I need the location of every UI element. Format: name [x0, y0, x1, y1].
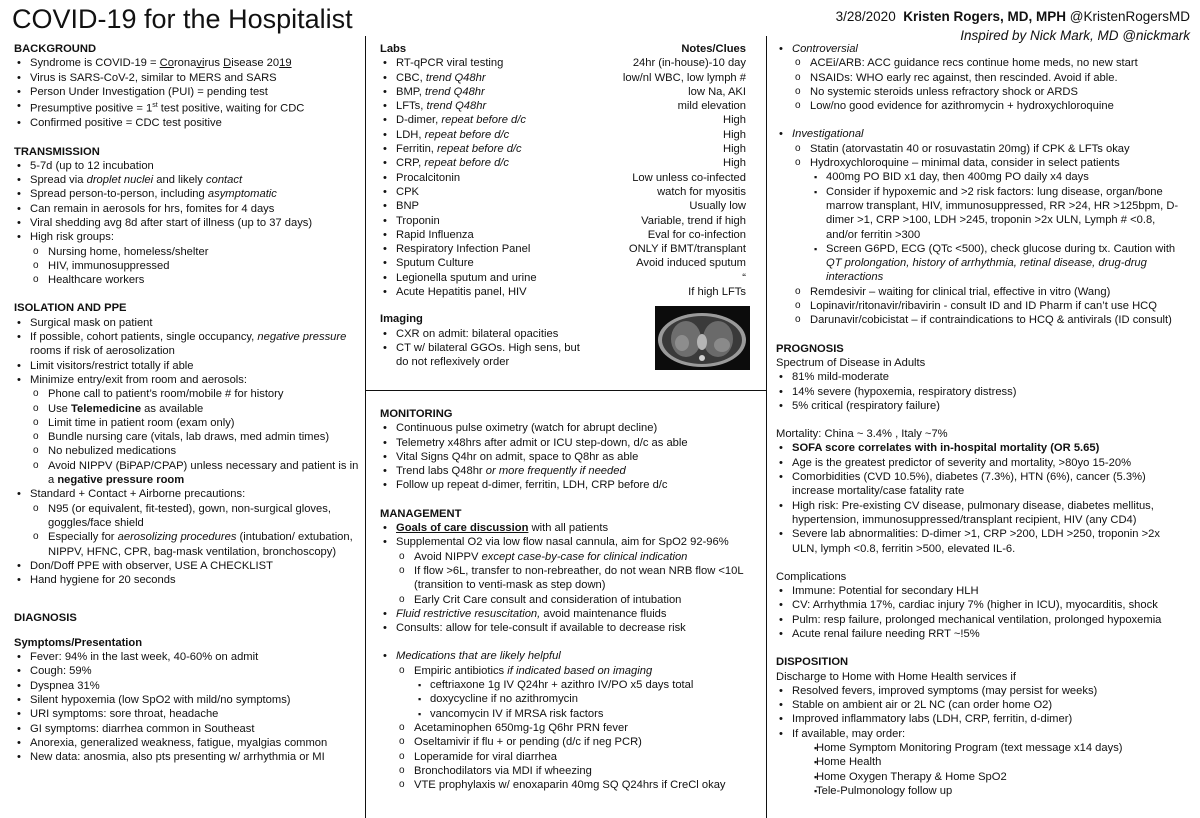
lab-row: • BMP, trend Q48hr low Na, AKI	[380, 85, 746, 99]
sub-item: o Darunavir/cobicistat – if contraindications to HCQ & antivirals (ID consult)	[776, 313, 1188, 327]
list-item: • Surgical mask on patient	[14, 316, 359, 330]
list-item: • Confirmed positive = CDC test positive	[14, 116, 359, 130]
list-item: • Consults: allow for tele-consult if available to decrease risk	[380, 621, 760, 635]
list-item: • If available, may order:	[776, 727, 1188, 741]
disposition-heading: DISPOSITION	[776, 656, 849, 669]
sub-item: o NSAIDs: WHO early rec against, then rescinded. Avoid if able.	[776, 71, 1188, 85]
list-item: • 81% mild-moderate	[776, 370, 1188, 384]
labs-heading: Labs	[380, 43, 407, 55]
list-item: • Resolved fevers, improved symptoms (may persist for weeks)	[776, 684, 1188, 698]
sub-item: o N95 (or equivalent, fit-tested), gown, non-surgical gloves, goggles/face shield	[14, 502, 359, 531]
column-left	[14, 42, 359, 764]
lab-row: • Respiratory Infection Panel ONLY if BMT/transplant	[380, 242, 746, 256]
list-item: • 5% critical (respiratory failure)	[776, 399, 1188, 413]
sub-item: o Lopinavir/ritonavir/ribavirin - consult ID and ID Pharm if can’t use HCQ	[776, 299, 1188, 313]
middle-divider	[366, 390, 766, 391]
sub-item: o Nursing home, homeless/shelter	[14, 245, 359, 259]
imaging-heading: Imaging	[380, 313, 423, 326]
sub-item: o Statin (atorvastatin 40 or rosuvastatin 20mg) if CPK & LFTs okay	[776, 142, 1188, 156]
management-heading: MANAGEMENT	[380, 507, 462, 520]
sub-item: o Bundle nursing care (vitals, lab draws, med admin times)	[14, 430, 359, 444]
list-item: • Follow up repeat d-dimer, ferritin, LDH, CRP before d/c	[380, 478, 760, 492]
lab-row: • RT-qPCR viral testing 24hr (in-house)-10 day	[380, 56, 746, 70]
sub-sub-item: ▪ doxycycline if no azithromycin	[380, 692, 760, 706]
list-item: • Dyspnea 31%	[14, 679, 359, 693]
list-item: • Fluid restrictive resuscitation, avoid maintenance fluids	[380, 607, 760, 621]
list-item: • Medications that are likely helpful	[380, 649, 760, 663]
list-item: • If possible, cohort patients, single occupancy, negative pressure rooms if risk of aerosolization	[14, 330, 359, 359]
page-title: COVID-19 for the Hospitalist	[12, 4, 353, 34]
list-item: • Anorexia, generalized weakness, fatigue, myalgias common	[14, 736, 359, 750]
sub-item: o Use Telemedicine as available	[14, 402, 359, 416]
list-item: • Supplemental O2 via low flow nasal cannula, aim for SpO2 92-96%	[380, 535, 760, 549]
list-item: • Syndrome is COVID-19 = Coronavirus Disease 2019	[14, 56, 359, 70]
lab-row: • Acute Hepatitis panel, HIV If high LFTs	[380, 285, 746, 299]
list-item: • Acute renal failure needing RRT ~!5%	[776, 627, 1188, 641]
list-item: • Limit visitors/restrict totally if able	[14, 359, 359, 373]
lab-row: • CPK watch for myositis	[380, 185, 746, 199]
lab-row: • Procalcitonin Low unless co-infected	[380, 171, 746, 185]
list-item: • Comorbidities (CVD 10.5%), diabetes (7.3%), HTN (6%), cancer (5.3%) increase mortality/case fatality rate	[776, 470, 1188, 499]
list-item: • Spread person-to-person, including asymptomatic	[14, 187, 359, 201]
notes-heading: Notes/Clues	[681, 43, 746, 55]
sub-item: o Oseltamivir if flu + or pending (d/c if neg PCR)	[380, 735, 760, 749]
sub-item: o Healthcare workers	[14, 273, 359, 287]
monitoring-heading: MONITORING	[380, 408, 453, 420]
sub-item: o Phone call to patient’s room/mobile # for history	[14, 387, 359, 401]
isolation-heading: ISOLATION AND PPE	[14, 302, 127, 315]
sub-item: o No systemic steroids unless refractory shock or ARDS	[776, 85, 1188, 99]
list-item: • Spread via droplet nuclei and likely contact	[14, 173, 359, 187]
column-divider-1	[365, 36, 366, 818]
list-item: • Controversial	[776, 42, 1188, 56]
sub-item: o Acetaminophen 650mg-1g Q6hr PRN fever	[380, 721, 760, 735]
complications-label: Complications	[776, 570, 847, 583]
list-item: • Standard + Contact + Airborne precautions:	[14, 487, 359, 501]
list-item: • Improved inflammatory labs (LDH, CRP, ferritin, d-dimer)	[776, 712, 1188, 726]
sub-item: o ACEi/ARB: ACC guidance recs continue home meds, no new start	[776, 56, 1188, 70]
sub-item: o HIV, immunosuppressed	[14, 259, 359, 273]
list-item: • CV: Arrhythmia 17%, cardiac injury 7% (higher in ICU), myocarditis, shock	[776, 598, 1188, 612]
list-item: • Cough: 59%	[14, 664, 359, 678]
sub-sub-item: ▪ ceftriaxone 1g IV Q24hr + azithro IV/PO x5 days total	[380, 678, 760, 692]
spectrum-label: Spectrum of Disease in Adults	[776, 356, 926, 369]
list-item: • Virus is SARS-CoV-2, similar to MERS and SARS	[14, 71, 359, 85]
transmission-heading: TRANSMISSION	[14, 145, 100, 158]
sub-item: o Especially for aerosolizing procedures (intubation/ extubation, NIPPV, HFNC, CPR, bag-mask ventilation, bronchoscopy)	[14, 530, 359, 559]
sub-item: o Avoid NIPPV (BiPAP/CPAP) unless necessary and patient is in a negative pressure room	[14, 459, 359, 488]
author-name: Kristen Rogers, MD, MPH	[903, 9, 1066, 24]
list-item: • Severe lab abnormalities: D-dimer >1, CRP >200, LDH >250, troponin >2x ULN, lymph <0.8, ferritin >500, elevated IL-6.	[776, 527, 1188, 556]
lab-row: • Legionella sputum and urine “	[380, 271, 746, 285]
author-line	[836, 8, 1190, 26]
list-item: • Minimize entry/exit from room and aerosols:	[14, 373, 359, 387]
list-item: • CT w/ bilateral GGOs. High sens, but do not reflexively order	[380, 341, 595, 370]
sub-item: o VTE prophylaxis w/ enoxaparin 40mg SQ Q24hrs if CreCl okay	[380, 778, 760, 792]
list-item: • SOFA score correlates with in-hospital mortality (OR 5.65)	[776, 441, 1188, 455]
sub-sub-item: ▪ Screen G6PD, ECG (QTc <500), check glucose during tx. Caution with QT prolongation, history of arrhythmia, retinal disease, drug-drug interactions	[776, 242, 1188, 285]
list-item: • Continuous pulse oximetry (watch for abrupt decline)	[380, 421, 760, 435]
list-item: • Can remain in aerosols for hrs, fomites for 4 days	[14, 202, 359, 216]
list-item: • Viral shedding avg 8d after start of illness (up to 37 days)	[14, 216, 359, 230]
list-item: • New data: anosmia, also pts presenting w/ arrhythmia or MI	[14, 750, 359, 764]
sub-sub-item: ▪ Tele-Pulmonology follow up	[776, 784, 1188, 798]
lab-row: • BNP Usually low	[380, 199, 746, 213]
list-item: • GI symptoms: diarrhea common in Southeast	[14, 722, 359, 736]
sub-sub-item: ▪ Home Oxygen Therapy & Home SpO2	[776, 770, 1188, 784]
diagnosis-heading: DIAGNOSIS	[14, 612, 77, 625]
sub-item: o Remdesivir – waiting for clinical trial, effective in vitro (Wang)	[776, 285, 1188, 299]
column-right	[776, 42, 1188, 798]
lab-row: • Rapid Influenza Eval for co-infection	[380, 228, 746, 242]
list-item: • URI symptoms: sore throat, headache	[14, 707, 359, 721]
list-item: • Trend labs Q48hr or more frequently if needed	[380, 464, 760, 478]
sub-item: o Loperamide for viral diarrhea	[380, 750, 760, 764]
list-item: • High risk groups:	[14, 230, 359, 244]
sub-sub-item: ▪ Home Symptom Monitoring Program (text message x14 days)	[776, 741, 1188, 755]
mortality-label: Mortality: China ~ 3.4% , Italy ~7%	[776, 428, 948, 441]
list-item: • Goals of care discussion with all patients	[380, 521, 760, 535]
sub-item: o Bronchodilators via MDI if wheezing	[380, 764, 760, 778]
list-item: • High risk: Pre-existing CV disease, pulmonary disease, diabetes mellitus, hypertension, immunosuppressed/transplant recipient, HIV (any CD4)	[776, 499, 1188, 528]
sub-item: o Low/no good evidence for azithromycin + hydroxychloroquine	[776, 99, 1188, 113]
list-item: • Age is the greatest predictor of severity and mortality, >80yo 15-20%	[776, 456, 1188, 470]
inspired-by: Inspired by Nick Mark, MD @nickmark	[960, 28, 1190, 43]
sub-item: o No nebulized medications	[14, 444, 359, 458]
list-item: • CXR on admit: bilateral opacities	[380, 327, 595, 341]
lab-row: • Sputum Culture Avoid induced sputum	[380, 256, 746, 270]
disposition-intro: Discharge to Home with Home Health services if	[776, 670, 1016, 683]
list-item: • Person Under Investigation (PUI) = pending test	[14, 85, 359, 99]
lab-row: • D-dimer, repeat before d/c High	[380, 113, 746, 127]
list-item: • Pulm: resp failure, prolonged mechanical ventilation, prolonged hypoxemia	[776, 613, 1188, 627]
sub-item: o Hydroxychloroquine – minimal data, consider in select patients	[776, 156, 1188, 170]
sub-item: o Limit time in patient room (exam only)	[14, 416, 359, 430]
list-item: • Immune: Potential for secondary HLH	[776, 584, 1188, 598]
list-item: • Stable on ambient air or 2L NC (can order home O2)	[776, 698, 1188, 712]
sub-item: o Early Crit Care consult and consideration of intubation	[380, 593, 760, 607]
background-heading: BACKGROUND	[14, 43, 97, 55]
list-item: • Silent hypoxemia (low SpO2 with mild/no symptoms)	[14, 693, 359, 707]
lab-row: • CRP, repeat before d/c High	[380, 156, 746, 170]
lung-ct-icon	[655, 306, 750, 370]
list-item: • Presumptive positive = 1st test positive, waiting for CDC	[14, 99, 359, 116]
sub-item: o Empiric antibiotics if indicated based on imaging	[380, 664, 760, 678]
list-item: • Don/Doff PPE with observer, USE A CHECKLIST	[14, 559, 359, 573]
sub-sub-item: ▪ 400mg PO BID x1 day, then 400mg PO daily x4 days	[776, 170, 1188, 184]
column-divider-2	[766, 36, 767, 818]
symptoms-heading: Symptoms/Presentation	[14, 636, 143, 649]
lab-row: • Troponin Variable, trend if high	[380, 214, 746, 228]
sub-sub-item: ▪ Consider if hypoxemic and >2 risk factors: lung disease, organ/bone marrow transplant, HIV, immunosuppressed, RR >24, HR >125bpm, D-dimer >1, CRP >100, LDH >245, troponin >2x ULN, Lymph # <0.8, and/or ferritin >300	[776, 185, 1188, 242]
list-item: • Fever: 94% in the last week, 40-60% on admit	[14, 650, 359, 664]
date: 3/28/2020	[835, 9, 896, 24]
ct-scan-image	[655, 306, 750, 370]
sub-item: o If flow >6L, transfer to non-rebreather, do not wean NRB flow <10L (transition to venti-mask as step down)	[380, 564, 760, 593]
sub-sub-item: ▪ vancomycin IV if MRSA risk factors	[380, 707, 760, 721]
list-item: • Telemetry x48hrs after admit or ICU step-down, d/c as able	[380, 436, 760, 450]
list-item: • Investigational	[776, 127, 1188, 141]
lab-row: • CBC, trend Q48hr low/nl WBC, low lymph #	[380, 71, 746, 85]
author-handle: @KristenRogersMD	[1069, 9, 1190, 24]
lab-row: • LDH, repeat before d/c High	[380, 128, 746, 142]
list-item: • 14% severe (hypoxemia, respiratory distress)	[776, 385, 1188, 399]
list-item: • Hand hygiene for 20 seconds	[14, 573, 359, 587]
lab-row: • LFTs, trend Q48hr mild elevation	[380, 99, 746, 113]
sub-sub-item: ▪ Home Health	[776, 755, 1188, 769]
list-item: • 5-7d (up to 12 incubation	[14, 159, 359, 173]
lab-row: • Ferritin, repeat before d/c High	[380, 142, 746, 156]
sub-item: o Avoid NIPPV except case-by-case for clinical indication	[380, 550, 760, 564]
monitoring-management-section	[380, 407, 760, 792]
prognosis-heading: PROGNOSIS	[776, 342, 844, 355]
list-item: • Vital Signs Q4hr on admit, space to Q8hr as able	[380, 450, 760, 464]
